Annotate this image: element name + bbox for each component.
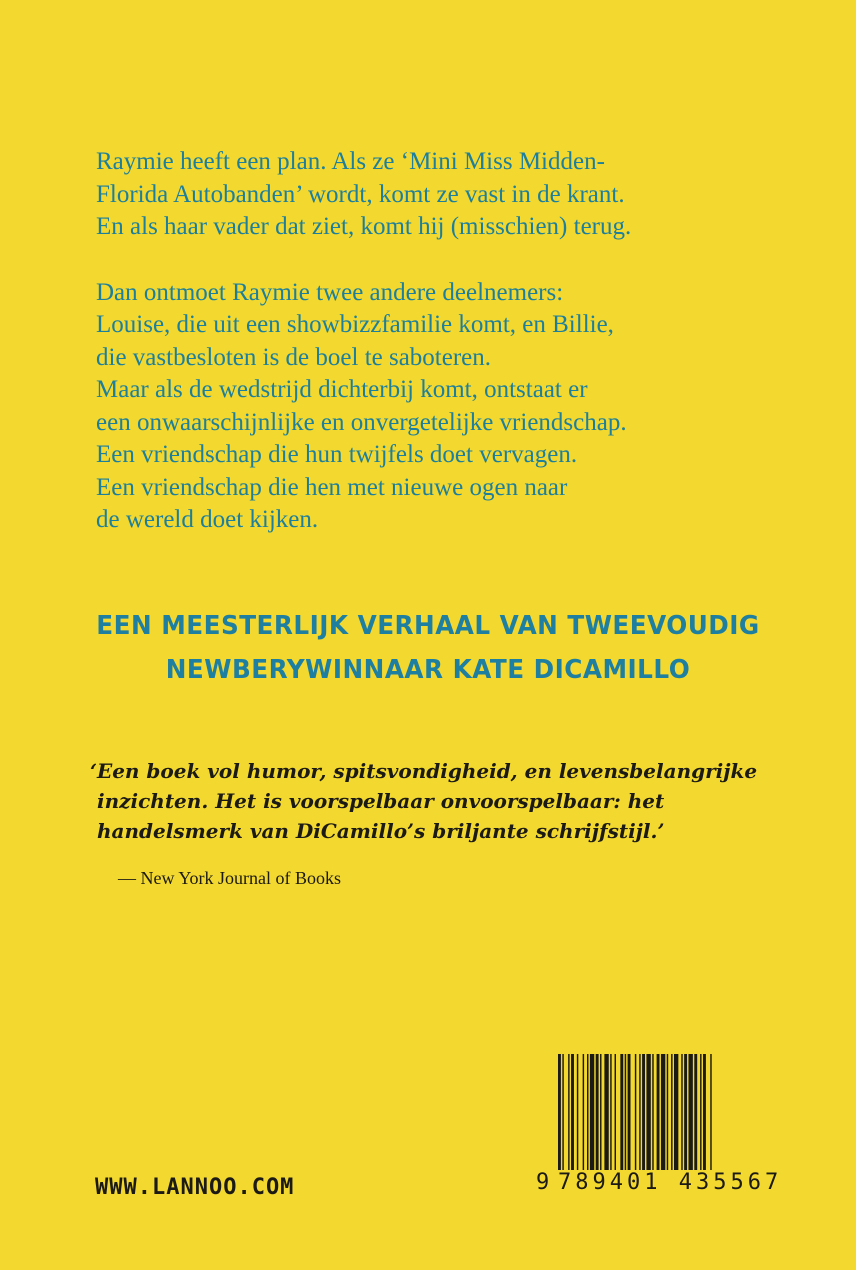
book-blurb: [96, 146, 736, 570]
blurb-line: Florida Autobanden’ wordt, komt ze vast in de krant.: [96, 180, 625, 208]
publisher-website[interactable]: WWW.LANNOO.COM: [95, 1175, 295, 1200]
barcode-bar: [628, 1054, 631, 1172]
barcode-bar: [587, 1054, 588, 1172]
blurb-line: Louise, die uit een showbizzfamilie komt, en Billie,: [96, 311, 614, 338]
barcode-bar: [681, 1054, 682, 1172]
barcode-bar: [615, 1054, 616, 1172]
barcode-bar: [700, 1054, 701, 1172]
quote-line: inzichten. Het is voorspelbaar onvoorspelbaar: het: [97, 789, 665, 813]
tagline-line: EEN MEESTERLIJK VERHAAL VAN TWEEVOUDIG: [96, 611, 760, 641]
barcode-bar: [620, 1054, 623, 1172]
barcode-bar: [689, 1054, 693, 1172]
blurb-paragraph-2: [96, 277, 736, 537]
barcode-bar: [583, 1054, 584, 1172]
blurb-line: Een vriendschap die hun twijfels doet vervagen.: [96, 441, 578, 468]
barcode-bar: [571, 1054, 574, 1172]
blurb-line: Raymie heeft een plan. Als ze ‘Mini Miss Midden-: [96, 148, 605, 175]
isbn-barcode: [536, 1054, 783, 1200]
barcode-bar: [562, 1054, 563, 1188]
barcode-bar: [610, 1054, 611, 1172]
barcode-bar: [604, 1054, 608, 1172]
barcode-bar: [671, 1054, 672, 1172]
barcode-bar: [657, 1054, 660, 1172]
barcode-bar: [568, 1054, 569, 1172]
quote-line: ‘Een boek vol humor, spitsvondigheid, en levensbelangrijke: [90, 759, 758, 783]
isbn-remaining-digits: 789401 435567: [558, 1170, 783, 1195]
review-quote: [90, 756, 790, 846]
author-tagline: [0, 604, 856, 692]
barcode-bar: [667, 1054, 668, 1172]
blurb-line: Een vriendschap die hen met nieuwe ogen naar: [96, 473, 568, 501]
quote-attribution: — New York Journal of Books: [118, 868, 342, 888]
blurb-line: de wereld doet kijken.: [96, 506, 319, 533]
quote-line: handelsmerk van DiCamillo’s briljante schrijfstijl.’: [97, 819, 665, 843]
barcode-bar: [694, 1054, 697, 1172]
isbn-first-digit: 9: [536, 1170, 554, 1195]
barcode-bar: [646, 1054, 650, 1172]
barcode-bar: [577, 1054, 578, 1172]
barcode-bar: [684, 1054, 687, 1172]
blurb-line: Maar als de wedstrijd dichterbij komt, ontstaat er: [96, 376, 588, 403]
barcode-bar: [674, 1054, 678, 1172]
barcode-bar: [596, 1054, 599, 1172]
barcode-bar: [639, 1054, 640, 1188]
barcode-bar: [642, 1054, 645, 1172]
blurb-line: En als haar vader dat ziet, komt hij (misschien) terug.: [96, 213, 632, 240]
blurb-paragraph-1: [96, 146, 736, 244]
barcode-bar: [703, 1054, 706, 1172]
barcode-bar: [590, 1054, 594, 1172]
barcode-bar: [652, 1054, 653, 1172]
barcode-bar: [558, 1054, 561, 1188]
isbn-number: [536, 1170, 783, 1200]
barcode-bar: [625, 1054, 626, 1172]
blurb-line: een onwaarschijnlijke en onvergetelijke vriendschap.: [96, 408, 627, 436]
barcode-bar: [661, 1054, 665, 1172]
barcode-bar: [600, 1054, 601, 1172]
blurb-line: Dan ontmoet Raymie twee andere deelnemers:: [96, 278, 564, 306]
barcode-bar: [710, 1054, 711, 1188]
barcode-bar: [635, 1054, 636, 1188]
tagline-line: NEWBERYWINNAAR KATE DICAMILLO: [165, 655, 691, 685]
blurb-line: die vastbesloten is de boel te saboteren.: [96, 343, 492, 371]
